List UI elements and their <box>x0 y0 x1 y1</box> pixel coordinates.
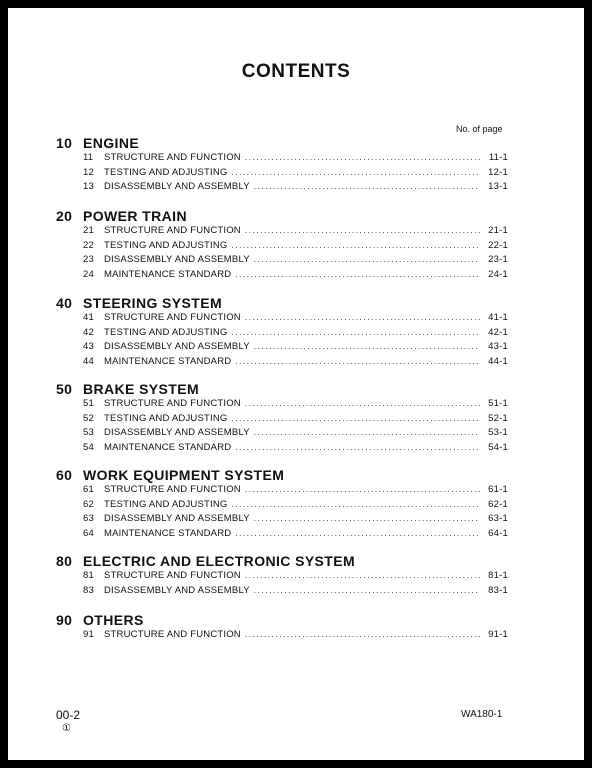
entry-page: 12-1 <box>488 166 508 178</box>
section-heading <box>56 208 508 225</box>
entry-number: 23 <box>83 254 94 265</box>
entry-label: DISASSEMBLY AND ASSEMBLY <box>104 181 250 192</box>
entry-page: 53-1 <box>488 427 508 438</box>
entry-number: 54 <box>83 441 94 453</box>
entry-number: 24 <box>83 268 94 280</box>
entry-number: 91 <box>83 629 94 640</box>
section-number: 80 <box>56 553 73 569</box>
dot-leader <box>245 571 480 580</box>
entry-number: 22 <box>83 239 94 251</box>
entry-label: MAINTENANCE STANDARD <box>104 268 232 280</box>
entry-number: 21 <box>83 225 94 236</box>
entry-page: 62-1 <box>488 498 508 510</box>
entry-number: 43 <box>83 341 94 352</box>
entry-number: 61 <box>83 484 94 495</box>
dot-leader <box>232 414 481 423</box>
toc-entry <box>56 167 508 182</box>
section-title: WORK EQUIPMENT SYSTEM <box>83 467 285 483</box>
toc-entry <box>56 528 508 543</box>
entry-page: 41-1 <box>488 312 508 323</box>
entry-page: 61-1 <box>488 484 508 495</box>
entry-label: DISASSEMBLY AND ASSEMBLY <box>104 513 250 524</box>
entry-page: 63-1 <box>488 513 508 524</box>
entry-label: STRUCTURE AND FUNCTION <box>104 398 241 409</box>
document-page <box>8 8 584 760</box>
dot-leader <box>245 153 480 162</box>
toc-entry <box>56 499 508 514</box>
revision-mark: ① <box>62 723 71 734</box>
dot-leader <box>254 428 480 437</box>
entry-label: MAINTENANCE STANDARD <box>104 441 232 453</box>
dot-leader <box>232 500 481 509</box>
entry-page: 13-1 <box>488 181 508 192</box>
entry-page: 43-1 <box>488 341 508 352</box>
toc-entry <box>56 413 508 428</box>
entry-page: 44-1 <box>488 355 508 367</box>
section-heading <box>56 135 508 152</box>
toc-entry <box>56 356 508 371</box>
dot-leader <box>235 357 480 366</box>
dot-leader <box>254 586 480 595</box>
toc-entry <box>56 513 508 528</box>
entry-page: 21-1 <box>488 225 508 236</box>
toc-entry <box>56 240 508 255</box>
toc-entry <box>56 327 508 342</box>
entry-page: 83-1 <box>488 584 508 596</box>
entry-label: STRUCTURE AND FUNCTION <box>104 484 241 495</box>
entry-page: 54-1 <box>488 441 508 453</box>
section-heading <box>56 553 508 570</box>
toc-entry <box>56 484 508 499</box>
entry-label: STRUCTURE AND FUNCTION <box>104 570 241 581</box>
footer-page-number: 00-2 <box>56 708 81 722</box>
entry-number: 63 <box>83 513 94 524</box>
section-title: BRAKE SYSTEM <box>83 381 200 397</box>
entry-number: 62 <box>83 498 94 510</box>
toc-entry <box>56 442 508 457</box>
footer-model: WA180-1 <box>461 709 503 720</box>
entry-label: DISASSEMBLY AND ASSEMBLY <box>104 254 250 265</box>
entry-number: 83 <box>83 584 94 596</box>
entry-number: 13 <box>83 181 94 192</box>
entry-label: STRUCTURE AND FUNCTION <box>104 312 241 323</box>
section-heading <box>56 295 508 312</box>
entry-number: 11 <box>83 152 94 163</box>
toc-entry <box>56 312 508 327</box>
entry-number: 12 <box>83 166 94 178</box>
toc-entry <box>56 225 508 240</box>
entry-number: 64 <box>83 527 94 539</box>
dot-leader <box>245 399 480 408</box>
page-title: CONTENTS <box>241 61 351 82</box>
entry-label: STRUCTURE AND FUNCTION <box>104 225 241 236</box>
toc-section <box>56 381 508 456</box>
entry-label: TESTING AND ADJUSTING <box>104 239 228 251</box>
toc-entry <box>56 629 508 644</box>
dot-leader <box>245 485 480 494</box>
toc-section <box>56 553 508 599</box>
entry-page: 42-1 <box>488 326 508 338</box>
toc-section <box>56 612 508 644</box>
entry-page: 51-1 <box>488 398 508 409</box>
entry-label: TESTING AND ADJUSTING <box>104 166 228 178</box>
entry-page: 24-1 <box>488 268 508 280</box>
section-title: STEERING SYSTEM <box>83 295 223 311</box>
toc-entry <box>56 570 508 585</box>
entry-label: MAINTENANCE STANDARD <box>104 355 232 367</box>
dot-leader <box>235 529 480 538</box>
dot-leader <box>232 328 481 337</box>
entry-number: 53 <box>83 427 94 438</box>
toc-entry <box>56 341 508 356</box>
toc-entry <box>56 269 508 284</box>
toc-section <box>56 208 508 283</box>
section-title: ELECTRIC AND ELECTRONIC SYSTEM <box>83 553 356 569</box>
section-number: 50 <box>56 381 73 397</box>
toc-entry <box>56 181 508 196</box>
entry-number: 44 <box>83 355 94 367</box>
dot-leader <box>254 342 480 351</box>
toc-section <box>56 135 508 196</box>
toc-entry <box>56 152 508 167</box>
entry-number: 41 <box>83 312 94 323</box>
entry-page: 81-1 <box>488 570 508 581</box>
dot-leader <box>254 182 480 191</box>
section-heading <box>56 612 508 629</box>
page-column-label: No. of page <box>456 124 503 134</box>
toc-section <box>56 295 508 370</box>
section-title: ENGINE <box>83 135 140 151</box>
section-title: POWER TRAIN <box>83 208 187 224</box>
dot-leader <box>254 255 480 264</box>
toc-entry <box>56 427 508 442</box>
toc-entry <box>56 585 508 600</box>
section-heading <box>56 381 508 398</box>
dot-leader <box>235 270 480 279</box>
entry-page: 22-1 <box>488 239 508 251</box>
dot-leader <box>245 226 480 235</box>
entry-number: 52 <box>83 412 94 424</box>
dot-leader <box>235 443 480 452</box>
section-number: 40 <box>56 295 73 311</box>
entry-page: 91-1 <box>488 629 508 640</box>
section-title: OTHERS <box>83 612 144 628</box>
entry-label: TESTING AND ADJUSTING <box>104 498 228 510</box>
entry-page: 52-1 <box>488 412 508 424</box>
entry-label: STRUCTURE AND FUNCTION <box>104 152 241 163</box>
entry-label: STRUCTURE AND FUNCTION <box>104 629 241 640</box>
toc-entry <box>56 398 508 413</box>
section-number: 10 <box>56 135 73 151</box>
section-number: 20 <box>56 208 73 224</box>
section-number: 90 <box>56 612 73 628</box>
toc-section <box>56 467 508 542</box>
entry-number: 51 <box>83 398 94 409</box>
dot-leader <box>254 514 480 523</box>
dot-leader <box>245 313 480 322</box>
entry-page: 11-1 <box>488 152 508 163</box>
entry-label: DISASSEMBLY AND ASSEMBLY <box>104 427 250 438</box>
entry-label: TESTING AND ADJUSTING <box>104 412 228 424</box>
entry-page: 64-1 <box>488 527 508 539</box>
entry-number: 81 <box>83 570 94 581</box>
dot-leader <box>232 168 481 177</box>
entry-label: MAINTENANCE STANDARD <box>104 527 232 539</box>
toc-entry <box>56 254 508 269</box>
entry-label: DISASSEMBLY AND ASSEMBLY <box>104 341 250 352</box>
entry-label: TESTING AND ADJUSTING <box>104 326 228 338</box>
entry-number: 42 <box>83 326 94 338</box>
section-number: 60 <box>56 467 73 483</box>
entry-page: 23-1 <box>488 254 508 265</box>
entry-label: DISASSEMBLY AND ASSEMBLY <box>104 584 250 596</box>
dot-leader <box>232 241 481 250</box>
dot-leader <box>245 630 480 639</box>
section-heading <box>56 467 508 484</box>
